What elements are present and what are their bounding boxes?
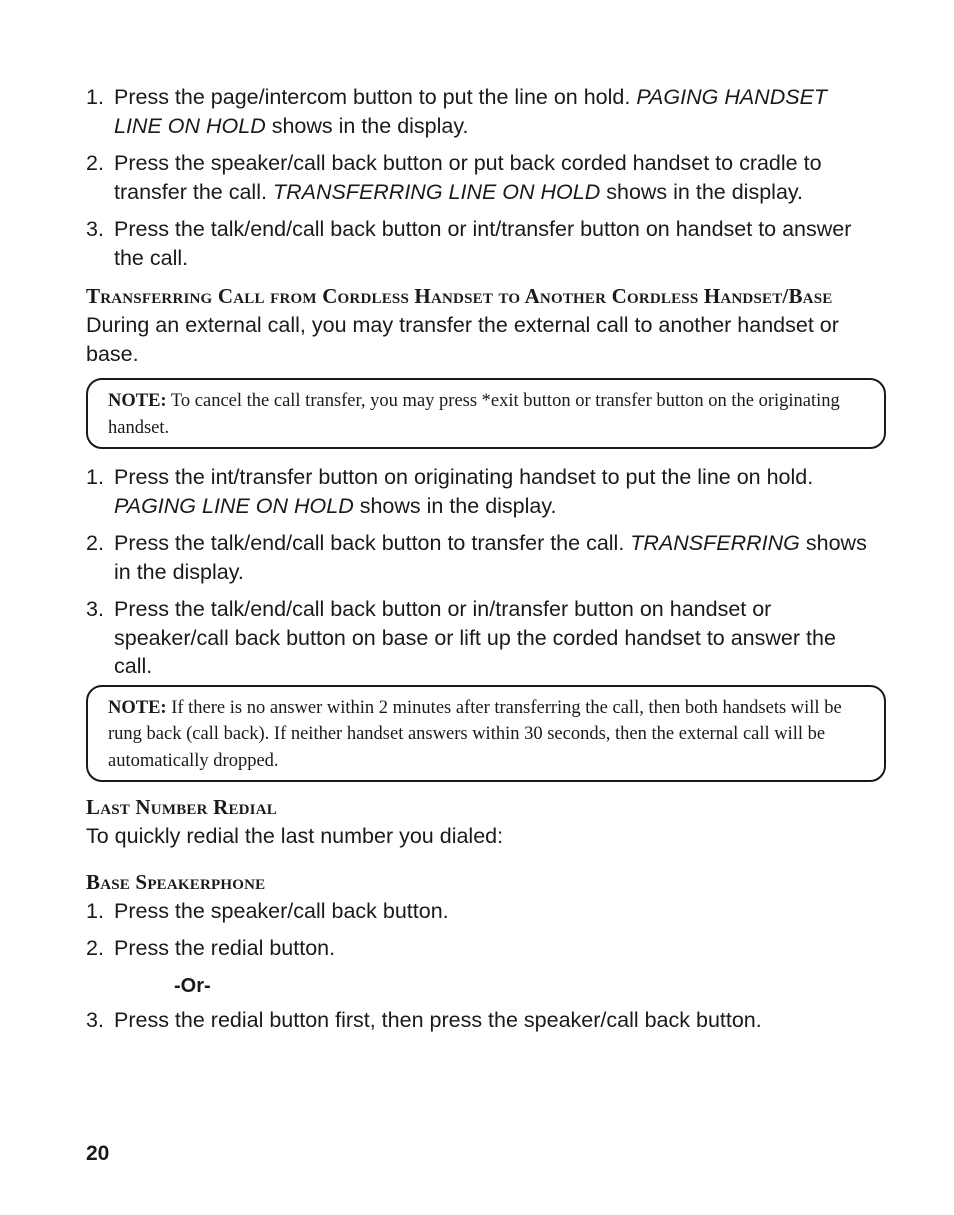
- step-text: shows in the display.: [114, 531, 867, 584]
- step-text: Press the redial button.: [114, 936, 336, 960]
- step-text: Press the speaker/call back button or put back corded handset to cradle to transfer the call.: [114, 151, 822, 204]
- step-text: Press the page/intercom button to put the line on hold.: [114, 85, 637, 109]
- step-text: Press the talk/end/call back button or int/transfer button on handset to answer the call.: [114, 217, 852, 270]
- step-number: 3.: [86, 597, 104, 621]
- list-item: [86, 529, 876, 586]
- note-text: If there is no answer within 2 minutes after transferring the call, then both handsets will be rung back (call back). If neither handset answers within 30 seconds, then the external call will be automatically dropped.: [108, 697, 842, 771]
- section-intro: To quickly redial the last number you dialed:: [86, 824, 504, 848]
- step-text: Press the redial button first, then press the speaker/call back button.: [114, 1007, 762, 1032]
- step-number: 1.: [86, 465, 104, 489]
- page-number: 20: [86, 1142, 110, 1165]
- display-message: TRANSFERRING: [630, 531, 800, 555]
- step-number: 3.: [86, 1007, 104, 1032]
- step-text: shows in the display.: [600, 179, 804, 204]
- note-text: To cancel the call transfer, you may press *exit button or transfer button on the originating handset.: [108, 391, 840, 438]
- step-text: Press the speaker/call back button.: [114, 898, 449, 923]
- step-text: Press the int/transfer button on originating handset to put the line on hold.: [114, 465, 814, 489]
- step-text: shows in the display.: [353, 493, 557, 518]
- list-item: [86, 215, 876, 272]
- step-number: 1.: [86, 898, 104, 923]
- step-number: 2.: [86, 936, 104, 960]
- list-item: [86, 1006, 876, 1035]
- note-box: [86, 378, 886, 449]
- list-item: [86, 595, 876, 681]
- step-text: shows in the display.: [265, 113, 469, 138]
- display-message: PAGING LINE ON HOLD: [114, 493, 354, 518]
- list-item: [86, 149, 876, 206]
- note-label: NOTE:: [108, 697, 167, 718]
- step-text: Press the talk/end/call back button or in/transfer button on handset or speaker/call back button on base or lift up the corded handset to answer the call.: [114, 597, 836, 678]
- step-text: Press the talk/end/call back button to transfer the call.: [114, 531, 631, 555]
- manual-page: [86, 83, 876, 1043]
- display-message: PAGING HANDSET LINE ON HOLD: [114, 85, 828, 138]
- list-item: [86, 463, 876, 520]
- step-number: 1.: [86, 85, 104, 109]
- list-item: [86, 897, 876, 926]
- step-number: 2.: [86, 151, 104, 175]
- or-separator: -Or-: [174, 974, 211, 997]
- subsection-heading: Base Speakerphone: [86, 869, 266, 894]
- step-number: 2.: [86, 531, 104, 555]
- note-label: NOTE:: [108, 391, 167, 411]
- note-box: [86, 685, 886, 783]
- step-number: 3.: [86, 217, 104, 241]
- display-message: TRANSFERRING LINE ON HOLD: [272, 179, 601, 204]
- section-heading: Transferring Call from Cordless Handset to Another Cordless Handset/Base: [86, 284, 833, 308]
- section-heading: Last Number Redial: [86, 795, 277, 819]
- list-item: [86, 934, 876, 963]
- section-intro: During an external call, you may transfer the external call to another handset or base.: [86, 313, 839, 366]
- list-item: [86, 83, 876, 140]
